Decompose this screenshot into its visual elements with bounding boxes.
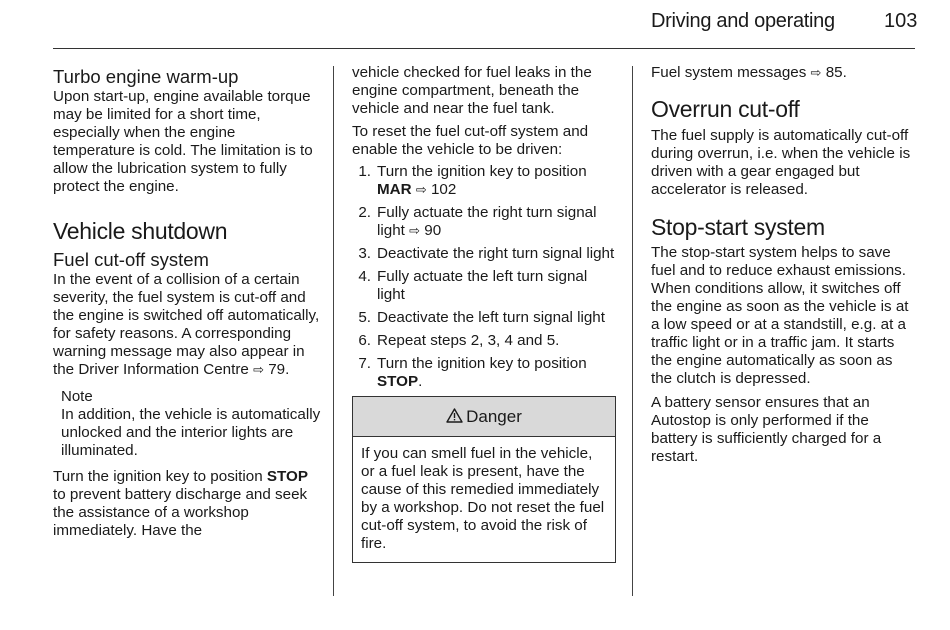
shutdown-heading: Vehicle shutdown [53, 218, 228, 244]
stop-position-label: STOP [377, 373, 419, 390]
arrow-right-icon: ⇨ [253, 362, 264, 377]
step-1-text: Turn the ignition key to position [377, 163, 587, 180]
list-item [352, 204, 616, 240]
turbo-paragraph: Upon start-up, engine available torque may be limited for a short time, especially when the engine temperature is cold. The limitation is to allow the lubrication system to fully protect the engine. [53, 88, 313, 195]
column-1 [53, 64, 321, 540]
step-7-trail: . [418, 373, 423, 390]
step-text [377, 355, 616, 391]
danger-box [352, 396, 616, 563]
list-item [352, 355, 616, 391]
step-number: 6. [358, 332, 371, 349]
danger-text: If you can smell fuel in the vehicle, or a fuel leak is present, have the cause of this remedied immediately by a workshop. Do not reset the fuel cut-off system, to avoid the risk of fire. [361, 445, 605, 552]
danger-header [353, 397, 615, 437]
step-text [377, 204, 616, 240]
battery-paragraph: A battery sensor ensures that an Autostop is only performed if the battery is sufficiently charged for a restart. [651, 394, 882, 465]
list-item [352, 163, 616, 199]
fuel-messages-text: Fuel system messages [651, 64, 807, 81]
danger-title: Danger [466, 406, 522, 426]
column-divider-1 [333, 66, 334, 596]
step-7-text: Turn the ignition key to position [377, 355, 587, 372]
ignition-text-post: to prevent battery discharge and seek the assistance of a workshop immediately. Have the [53, 486, 308, 539]
reset-steps-list [352, 163, 616, 391]
step-number: 1. [358, 163, 371, 180]
stopstart-paragraph: The stop-start system helps to save fuel and to reduce exhaust emissions. When conditions allow, it switches off the engine as soon as the vehicle is at a low speed or at a standstill, e.g. at a traffic light or in a traffic jam. It starts the engine automatically as soon as the clutch is depressed. [651, 244, 909, 387]
reset-intro: To reset the fuel cut-off system and enable the vehicle to be driven: [352, 123, 589, 158]
fuel-messages-line [651, 64, 917, 82]
page-number: 103 [884, 10, 918, 32]
step-text [377, 163, 616, 199]
column-3 [651, 64, 917, 466]
step-number: 7. [358, 355, 371, 372]
step-2-text: Fully actuate the right turn signal light [377, 204, 597, 239]
arrow-right-icon: ⇨ [415, 182, 427, 197]
overrun-heading: Overrun cut-off [651, 96, 800, 122]
step-number: 3. [358, 245, 371, 262]
leak-check-paragraph: vehicle checked for fuel leaks in the engine compartment, beneath the vehicle and near the fuel tank. [352, 64, 592, 117]
stopstart-heading: Stop-start system [651, 214, 825, 240]
list-item [352, 332, 616, 350]
section-title: Driving and operating [651, 10, 835, 32]
step-4-text: Fully actuate the left turn signal light [377, 268, 588, 303]
arrow-right-icon: ⇨ [810, 65, 822, 80]
ignition-paragraph [53, 468, 321, 540]
warning-triangle-icon [446, 408, 463, 427]
step-2-page-ref[interactable]: 90 [424, 222, 442, 239]
list-item [352, 268, 616, 304]
list-item [352, 245, 616, 263]
step-3-text: Deactivate the right turn signal light [377, 245, 615, 262]
fuel-messages-page-ref[interactable]: 85. [825, 64, 847, 81]
step-number: 4. [358, 268, 371, 285]
stop-position-label: STOP [266, 468, 308, 485]
step-number: 5. [358, 309, 371, 326]
step-5-text: Deactivate the left turn signal light [377, 309, 605, 326]
column-2 [352, 64, 616, 563]
fuelcut-text: In the event of a collision of a certain severity, the fuel system is cut-off and the engine is switched off automatically, for safety reasons. A corresponding warning message may also appear in the Driver Information Centre [53, 271, 320, 378]
list-item [352, 309, 616, 327]
fuelcut-page-ref[interactable]: 79. [268, 361, 290, 378]
note-text: In addition, the vehicle is automatically unlocked and the interior lights are illuminated. [61, 406, 321, 459]
turbo-heading: Turbo engine warm-up [53, 66, 239, 87]
fuelcut-paragraph [53, 271, 321, 379]
step-number: 2. [358, 204, 371, 221]
note-title: Note [61, 388, 93, 405]
overrun-paragraph: The fuel supply is automatically cut-off during overrun, i.e. when the vehicle is driven with a gear engaged but accelerator is released. [651, 127, 911, 198]
mar-position-label: MAR [377, 181, 412, 198]
step-6-text: Repeat steps 2, 3, 4 and 5. [377, 332, 560, 349]
header-divider [53, 48, 915, 49]
note-block [61, 388, 321, 460]
fuelcut-heading: Fuel cut-off system [53, 249, 209, 270]
ignition-text-pre: Turn the ignition key to position [53, 468, 263, 485]
step-1-page-ref[interactable]: 102 [430, 181, 457, 198]
arrow-right-icon: ⇨ [409, 223, 421, 238]
column-divider-2 [632, 66, 633, 596]
